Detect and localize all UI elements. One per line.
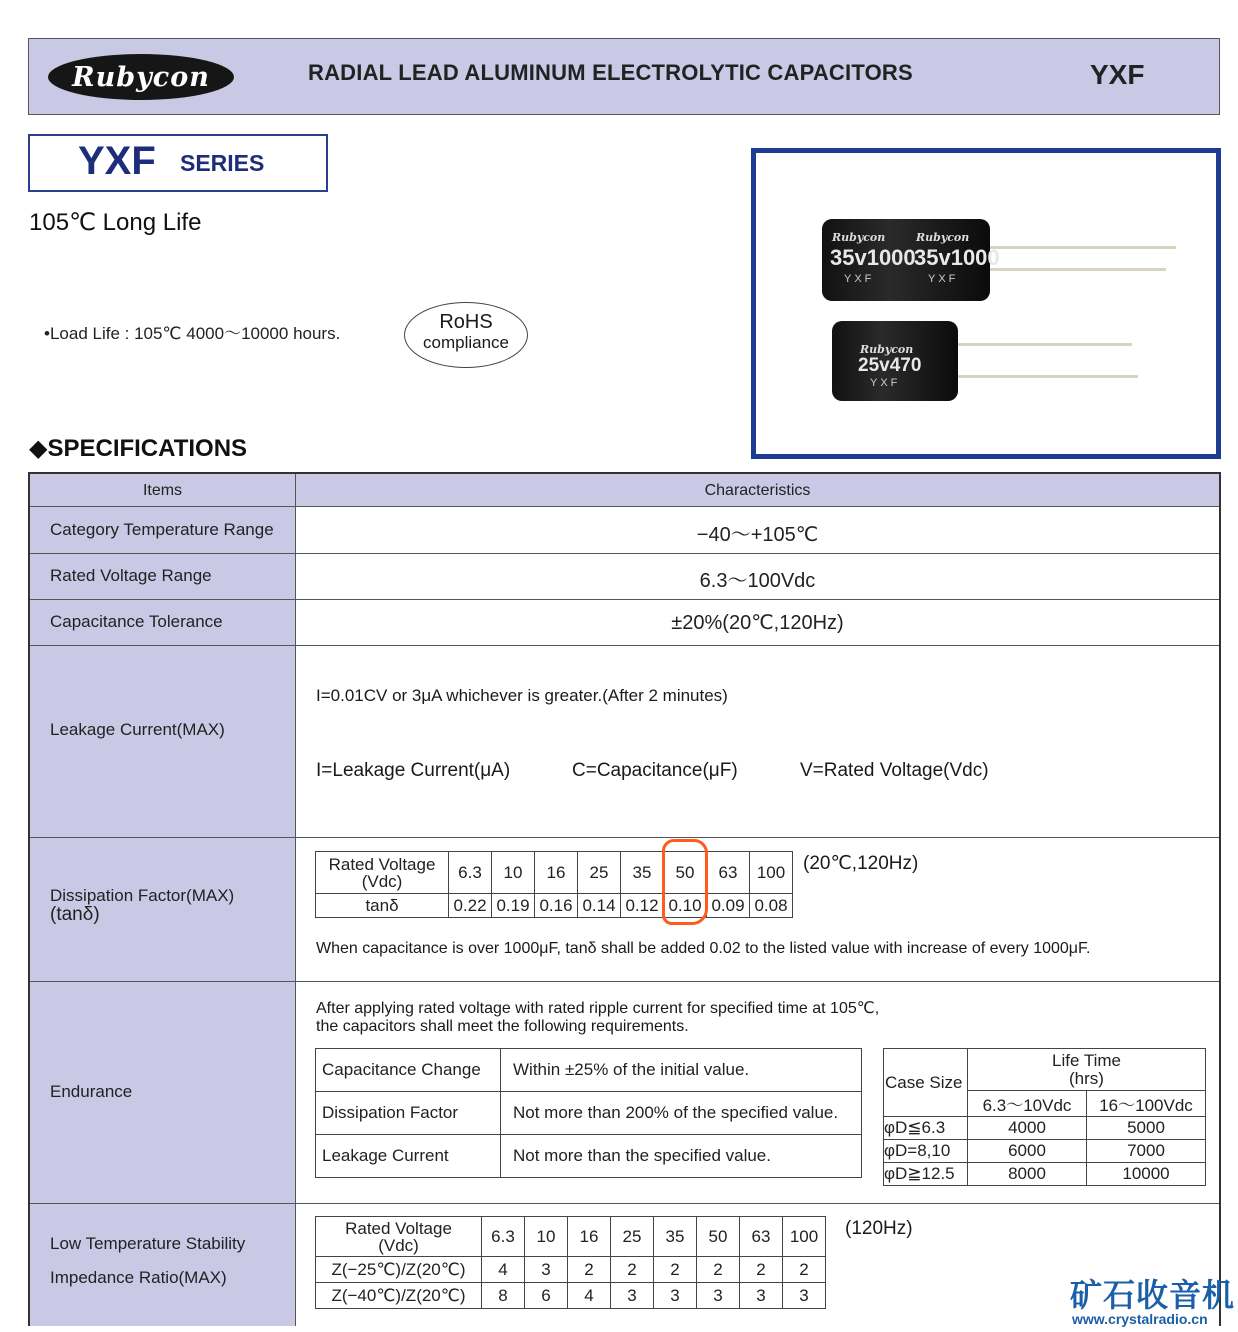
- life-time-line1: Life Time: [1052, 1050, 1121, 1070]
- tan-cell: 0.12: [621, 894, 664, 918]
- dissipation-table: [315, 851, 793, 918]
- impedance-cell: 3: [525, 1257, 568, 1283]
- voltage-cell: 25: [578, 852, 621, 894]
- dissipation-note: When capacitance is over 1000μF, tanδ shall be added 0.02 to the listed value with increase of every 1000μF.: [316, 940, 1091, 957]
- row-value-text: 6.3〜100Vdc: [699, 570, 816, 592]
- dissipation-rv-header: [316, 852, 449, 894]
- rohs-line2: compliance: [423, 333, 509, 352]
- impedance-row-label: Z(−25℃)/Z(20℃): [316, 1257, 482, 1283]
- tan-cell: 0.16: [535, 894, 578, 918]
- voltage-cell: 16: [568, 1217, 611, 1257]
- row-label-leakage: [30, 646, 295, 838]
- low-temp-condition: (120Hz): [845, 1218, 913, 1239]
- row-label-endurance: [30, 982, 295, 1204]
- row-label-text: Rated Voltage Range: [50, 566, 212, 585]
- impedance-cell: 2: [654, 1257, 697, 1283]
- rv-line1: Rated Voltage: [328, 854, 436, 874]
- row-label-text: (tanδ): [50, 904, 100, 925]
- tan-cell: 0.14: [578, 894, 621, 918]
- impedance-cell: 3: [611, 1283, 654, 1309]
- life-cell: 10000: [1087, 1163, 1206, 1186]
- row-label-category-temp: [30, 507, 295, 554]
- voltage-cell: 50: [697, 1217, 740, 1257]
- voltage-cell: 35: [621, 852, 664, 894]
- col-header-characteristics: [295, 474, 1219, 507]
- life-cell: 7000: [1087, 1140, 1206, 1163]
- tan-cell: 0.09: [707, 894, 750, 918]
- capacitor-series: YXF: [928, 273, 959, 285]
- life-cell: 4000: [968, 1117, 1087, 1140]
- impedance-row-label: Z(−40℃)/Z(20℃): [316, 1283, 482, 1309]
- leakage-def-v: V=Rated Voltage(Vdc): [800, 760, 989, 781]
- row-label-dissipation: [30, 838, 295, 982]
- capacitor-brand: Rubycon: [860, 343, 914, 356]
- rv-line1: Rated Voltage: [345, 1218, 452, 1238]
- impedance-cell: 2: [783, 1257, 826, 1283]
- tan-cell: 0.19: [492, 894, 535, 918]
- row-label-text: Leakage Current(MAX): [50, 720, 225, 739]
- col-header-characteristics-text: Characteristics: [704, 482, 811, 499]
- tan-cell: 0.10: [664, 894, 707, 918]
- life-cell: 8000: [968, 1163, 1087, 1186]
- row-value-text: −40〜+105℃: [696, 524, 819, 546]
- life-time-table: [883, 1048, 1206, 1186]
- row-value-dissipation: [295, 838, 1219, 982]
- case-size-cell: φD≧12.5: [884, 1163, 968, 1186]
- capacitor-image: [832, 321, 958, 401]
- row-label-text: Dissipation Factor(MAX): [50, 886, 235, 905]
- rv-line2: (Vdc): [378, 1235, 419, 1255]
- tan-cell: 0.22: [449, 894, 492, 918]
- voltage-cell: 25: [611, 1217, 654, 1257]
- row-value-cap-tolerance: [295, 600, 1219, 646]
- header-title: RADIAL LEAD ALUMINUM ELECTROLYTIC CAPACITORS: [308, 60, 913, 85]
- tan-label: tanδ: [316, 894, 449, 918]
- specifications-table: [28, 472, 1221, 1326]
- low-temp-rv-header: [316, 1217, 482, 1257]
- highlight-marker: [662, 839, 708, 925]
- row-label-text: Low Temperature Stability: [50, 1234, 246, 1253]
- series-name: YXF: [78, 139, 156, 183]
- life-col1: 6.3〜10Vdc: [968, 1091, 1087, 1117]
- row-label-rated-voltage: [30, 554, 295, 600]
- capacitor-rating: 35v1000: [830, 245, 916, 270]
- impedance-cell: 2: [697, 1257, 740, 1283]
- voltage-cell: 10: [525, 1217, 568, 1257]
- requirement-value: Not more than 200% of the specified value.: [501, 1092, 862, 1135]
- case-size-cell: φD≦6.3: [884, 1117, 968, 1140]
- capacitor-rating: 25v470: [858, 355, 922, 376]
- impedance-cell: 2: [568, 1257, 611, 1283]
- load-life-text: •Load Life : 105℃ 4000〜10000 hours.: [44, 324, 341, 343]
- series-tagline: 105℃ Long Life: [29, 209, 202, 236]
- row-value-endurance: [295, 982, 1219, 1204]
- voltage-cell: 100: [783, 1217, 826, 1257]
- voltage-cell: 6.3: [482, 1217, 525, 1257]
- voltage-cell: 50: [664, 852, 707, 894]
- case-size-header: Case Size: [884, 1049, 968, 1117]
- capacitor-lead: [952, 375, 1138, 378]
- leakage-formula: I=0.01CV or 3μA whichever is greater.(After 2 minutes): [316, 686, 728, 705]
- leakage-def-i: I=Leakage Current(μA): [316, 760, 511, 781]
- capacitor-lead: [952, 343, 1132, 346]
- row-value-leakage: [295, 646, 1219, 838]
- impedance-cell: 2: [740, 1257, 783, 1283]
- voltage-cell: 10: [492, 852, 535, 894]
- impedance-cell: 3: [654, 1283, 697, 1309]
- tan-cell: 0.08: [750, 894, 793, 918]
- leakage-def-c: C=Capacitance(μF): [572, 760, 738, 781]
- requirement-item: Capacitance Change: [316, 1049, 501, 1092]
- capacitor-lead: [980, 246, 1176, 249]
- watermark-cn: 矿石收音机: [1070, 1277, 1236, 1313]
- voltage-cell: 35: [654, 1217, 697, 1257]
- product-photo: [751, 148, 1221, 459]
- impedance-cell: 8: [482, 1283, 525, 1309]
- capacitor-lead: [980, 268, 1166, 271]
- endurance-requirements-table: [315, 1048, 862, 1178]
- low-temp-table: [315, 1216, 826, 1309]
- capacitor-image: [822, 219, 1000, 301]
- life-time-header: [968, 1049, 1206, 1091]
- voltage-cell: 63: [740, 1217, 783, 1257]
- header-series-code: YXF: [1090, 59, 1145, 90]
- row-label-text: Category Temperature Range: [50, 520, 274, 539]
- impedance-cell: 4: [568, 1283, 611, 1309]
- voltage-cell: 6.3: [449, 852, 492, 894]
- capacitor-series: YXF: [870, 377, 901, 389]
- capacitor-brand: Rubycon: [916, 231, 970, 244]
- life-cell: 5000: [1087, 1117, 1206, 1140]
- rubycon-logo: Rubycon: [48, 54, 234, 100]
- voltage-cell: 16: [535, 852, 578, 894]
- life-cell: 6000: [968, 1140, 1087, 1163]
- requirement-value: Within ±25% of the initial value.: [501, 1049, 862, 1092]
- row-label-text: Impedance Ratio(MAX): [50, 1268, 227, 1287]
- capacitor-series: YXF: [844, 273, 875, 285]
- impedance-cell: 2: [611, 1257, 654, 1283]
- voltage-cell: 63: [707, 852, 750, 894]
- row-value-rated-voltage: [295, 554, 1219, 600]
- capacitor-rating: 35v1000: [914, 245, 1000, 270]
- row-value-text: ±20%(20℃,120Hz): [671, 612, 844, 634]
- voltage-cell: 100: [750, 852, 793, 894]
- life-time-line2: (hrs): [1069, 1068, 1104, 1088]
- specifications-title: ◆SPECIFICATIONS: [29, 435, 248, 462]
- row-label-low-temp: [30, 1204, 295, 1326]
- impedance-cell: 3: [697, 1283, 740, 1309]
- row-label-text: Endurance: [50, 1082, 133, 1101]
- row-label-cap-tolerance: [30, 600, 295, 646]
- rohs-line1: RoHS: [439, 311, 493, 333]
- capacitor-brand: Rubycon: [832, 231, 886, 244]
- row-label-text: Capacitance Tolerance: [50, 612, 223, 631]
- case-size-cell: φD=8,10: [884, 1140, 968, 1163]
- rv-line2: (Vdc): [361, 871, 403, 891]
- col-header-items-text: Items: [142, 482, 183, 499]
- row-value-category-temp: [295, 507, 1219, 554]
- impedance-cell: 3: [783, 1283, 826, 1309]
- requirement-item: Leakage Current: [316, 1135, 501, 1178]
- endurance-intro-line2: the capacitors shall meet the following requirements.: [316, 1018, 689, 1035]
- col-header-items: [30, 474, 295, 507]
- series-box: [28, 134, 328, 192]
- impedance-cell: 6: [525, 1283, 568, 1309]
- rohs-badge: [404, 302, 528, 368]
- impedance-cell: 4: [482, 1257, 525, 1283]
- life-col2: 16〜100Vdc: [1087, 1091, 1206, 1117]
- dissipation-condition: (20℃,120Hz): [803, 853, 919, 874]
- watermark-url: www.crystalradio.cn: [1072, 1311, 1208, 1327]
- series-suffix: SERIES: [180, 150, 265, 176]
- impedance-cell: 3: [740, 1283, 783, 1309]
- requirement-value: Not more than the specified value.: [501, 1135, 862, 1178]
- endurance-intro-line1: After applying rated voltage with rated ripple current for specified time at 105℃,: [316, 1000, 880, 1017]
- requirement-item: Dissipation Factor: [316, 1092, 501, 1135]
